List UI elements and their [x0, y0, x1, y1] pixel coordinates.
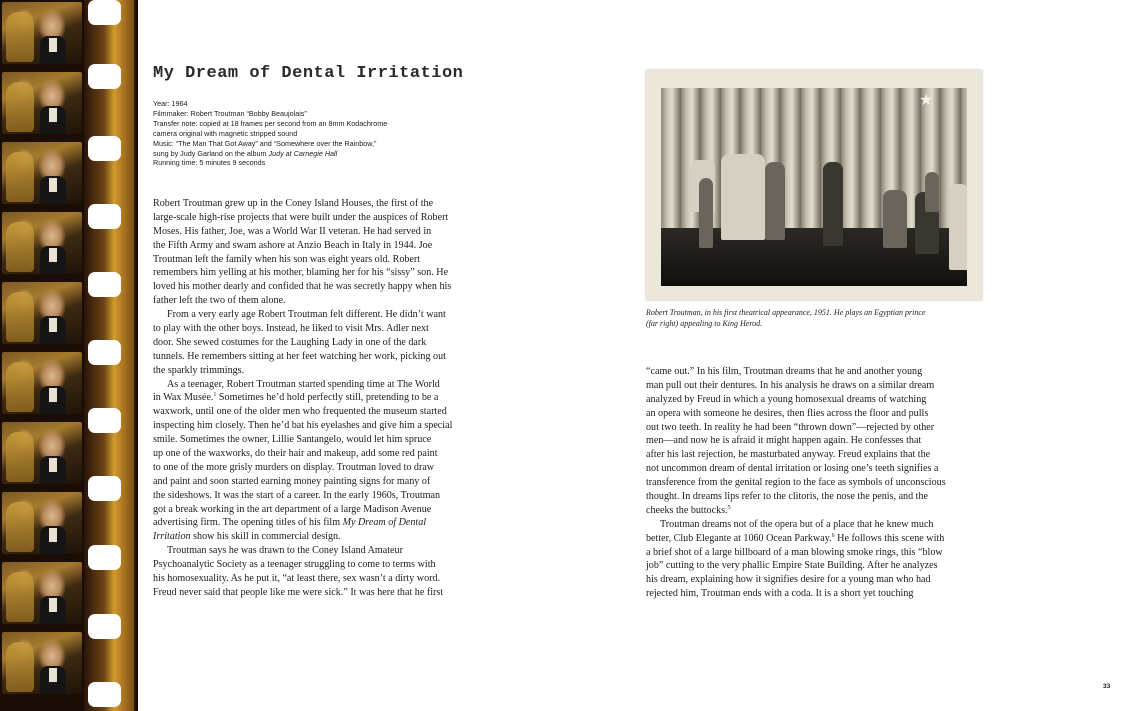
body-line: better, Club Elegante at 1060 Ocean Parkway.$^6$ He follows this scene with [646, 532, 945, 544]
body-line: men—and now he is afraid it might happen again. He confesses that [646, 435, 922, 447]
credit-transfer-line2: camera original with magnetic stripped sound [153, 128, 298, 138]
body-line: remembers him yelling at his mother, blaming her for his “sissy” son. He [153, 267, 449, 279]
body-line: father left the two of them alone. [153, 295, 286, 307]
body-line: thought. In dreams lips refer to the clitoris, the nose the penis, and the [646, 491, 928, 503]
star-icon: ★ [919, 92, 934, 109]
footnote-ref: 1 [213, 392, 217, 399]
body-line: waxwork, until one of the older men who frequented the museum started [153, 406, 447, 418]
body-line: the sparkly trimmings. [153, 364, 245, 376]
body-line: Troutman dreams not of the opera but of a place that he knew much [660, 518, 934, 530]
body-line: not uncommon dream of dental irritation or losing one’s teeth signifies a [646, 463, 939, 475]
body-line: From a very early age Robert Troutman felt different. He didn’t want [167, 309, 446, 321]
body-line: transference from the genital region to the face as symbols of unconscious [646, 477, 946, 489]
body-line: to play with the other boys. Instead, he liked to visit Mrs. Adler next [153, 323, 429, 335]
credit-transfer-line1: Transfer note: copied at 18 frames per second from an 8mm Kodachrome [153, 118, 388, 128]
credit-music-line1: Music: “The Man That Got Away” and “Somewhere over the Rainbow,” [153, 138, 377, 148]
body-line: Robert Troutman grew up in the Coney Island Houses, the first of the [153, 198, 434, 209]
body-line: out two teeth. In reality he had been “thrown down”—rejected by other [646, 421, 935, 433]
body-line: to one of the more grisly murders on display. Troutman loved to draw [153, 461, 435, 473]
photo-image [661, 88, 967, 286]
body-line: in Wax Musée.$^1$ Sometimes he’d hold perfectly still, pretending to be a [153, 392, 439, 404]
credit-year: Year: 1964 [153, 99, 188, 108]
stage-photograph [646, 70, 982, 300]
photo-caption: Robert Troutman, in his first theatrical appearance, 1951. He plays an Egyptian prince (far right) appealing to King Herod. [646, 308, 926, 328]
body-line: job” cutting to the very phallic Empire State Building. After he analyzes [646, 560, 938, 572]
body-line: Psychoanalytic Society as a teenager struggling to come to terms with [153, 559, 436, 571]
body-line: Freud never said that people like me were sick.” It was here that he first [153, 586, 444, 598]
footnote-ref: 5 [727, 504, 731, 511]
left-body-column [153, 197, 452, 600]
body-line: and paint and soon started earning money painting signs for many of [153, 475, 431, 487]
article-title: My Dream of Dental Irritation [153, 64, 464, 83]
film-strip-image [0, 0, 138, 711]
footnote-ref: 6 [831, 532, 835, 539]
credit-filmmaker: Filmmaker: Robert Troutman “Bobby Beaujolais” [153, 108, 307, 118]
body-line: got a break working in the art department of a large Madison Avenue [153, 503, 432, 515]
body-line: up one of the waxworks, do their hair and makeup, add some red paint [153, 448, 438, 460]
body-line: Irritation show his skill in commercial design. [153, 531, 341, 543]
body-line: after his last rejection, he masturbated anyway. Freud explains that the [646, 449, 931, 461]
body-line: inspecting him closely. Then he’d bat his eyelashes and give him a special [153, 420, 453, 432]
body-line: Moses. His father, Joe, was a World War II veteran. He had served in [153, 225, 432, 237]
body-line: tunnels. He remembers sitting at her feet watching her work, picking out [153, 350, 446, 362]
body-line: the Fifth Army and swam ashore at Anzio Beach in Italy in 1944. Joe [153, 239, 433, 251]
body-line: loved his mother dearly and confided that he was secretly happy when his [153, 281, 452, 293]
body-line: Troutman left the family when his son was eight years old. Robert [153, 253, 421, 265]
body-line: door. She sewed costumes for the Laughing Lady in one of the dark [153, 336, 427, 348]
film-credits [153, 99, 433, 168]
body-line: man pull out their dentures. In his analysis he draws on a similar dream [646, 379, 935, 391]
credit-music-line2: sung by Judy Garland on the album Judy at Carnegie Hall [153, 148, 338, 158]
body-line: rejected him, Troutman ends with a coda. It is a short yet touching [646, 588, 914, 600]
body-line: As a teenager, Robert Troutman started spending time at The World [167, 378, 440, 390]
body-line: cheeks the buttocks.$^5$ [646, 504, 731, 516]
credit-running-time: Running time: 5 minutes 9 seconds [153, 158, 266, 168]
body-line: large-scale high-rise projects that were built under the auspices of Robert [153, 211, 449, 223]
body-line: an opera with someone he desires, then flies across the floor and pulls [646, 407, 929, 419]
body-line: advertising firm. The opening titles of his film My Dream of Dental [153, 517, 427, 529]
body-line: his homosexuality. As he put it, “at least there, sex wasn’t a dirty word. [153, 573, 441, 585]
body-line: a brief shot of a large billboard of a man blowing smoke rings, this “blow [646, 546, 943, 558]
right-body-column [646, 365, 946, 601]
body-line: analyzed by Freud in which a young homosexual dreams of watching [646, 393, 927, 405]
body-line: “came out.” In his film, Troutman dreams that he and another young [646, 366, 923, 377]
page-number: 33 [1103, 683, 1111, 690]
body-line: the sideshows. It was the start of a career. In the early 1960s, Troutman [153, 489, 441, 501]
body-line: his dream, explaining how it signifies desire for a young man who had [646, 574, 931, 586]
body-line: Troutman says he was drawn to the Coney Island Amateur [167, 545, 403, 557]
body-line: smile. Sometimes the owner, Lillie Santangelo, would let him spruce [153, 434, 432, 446]
